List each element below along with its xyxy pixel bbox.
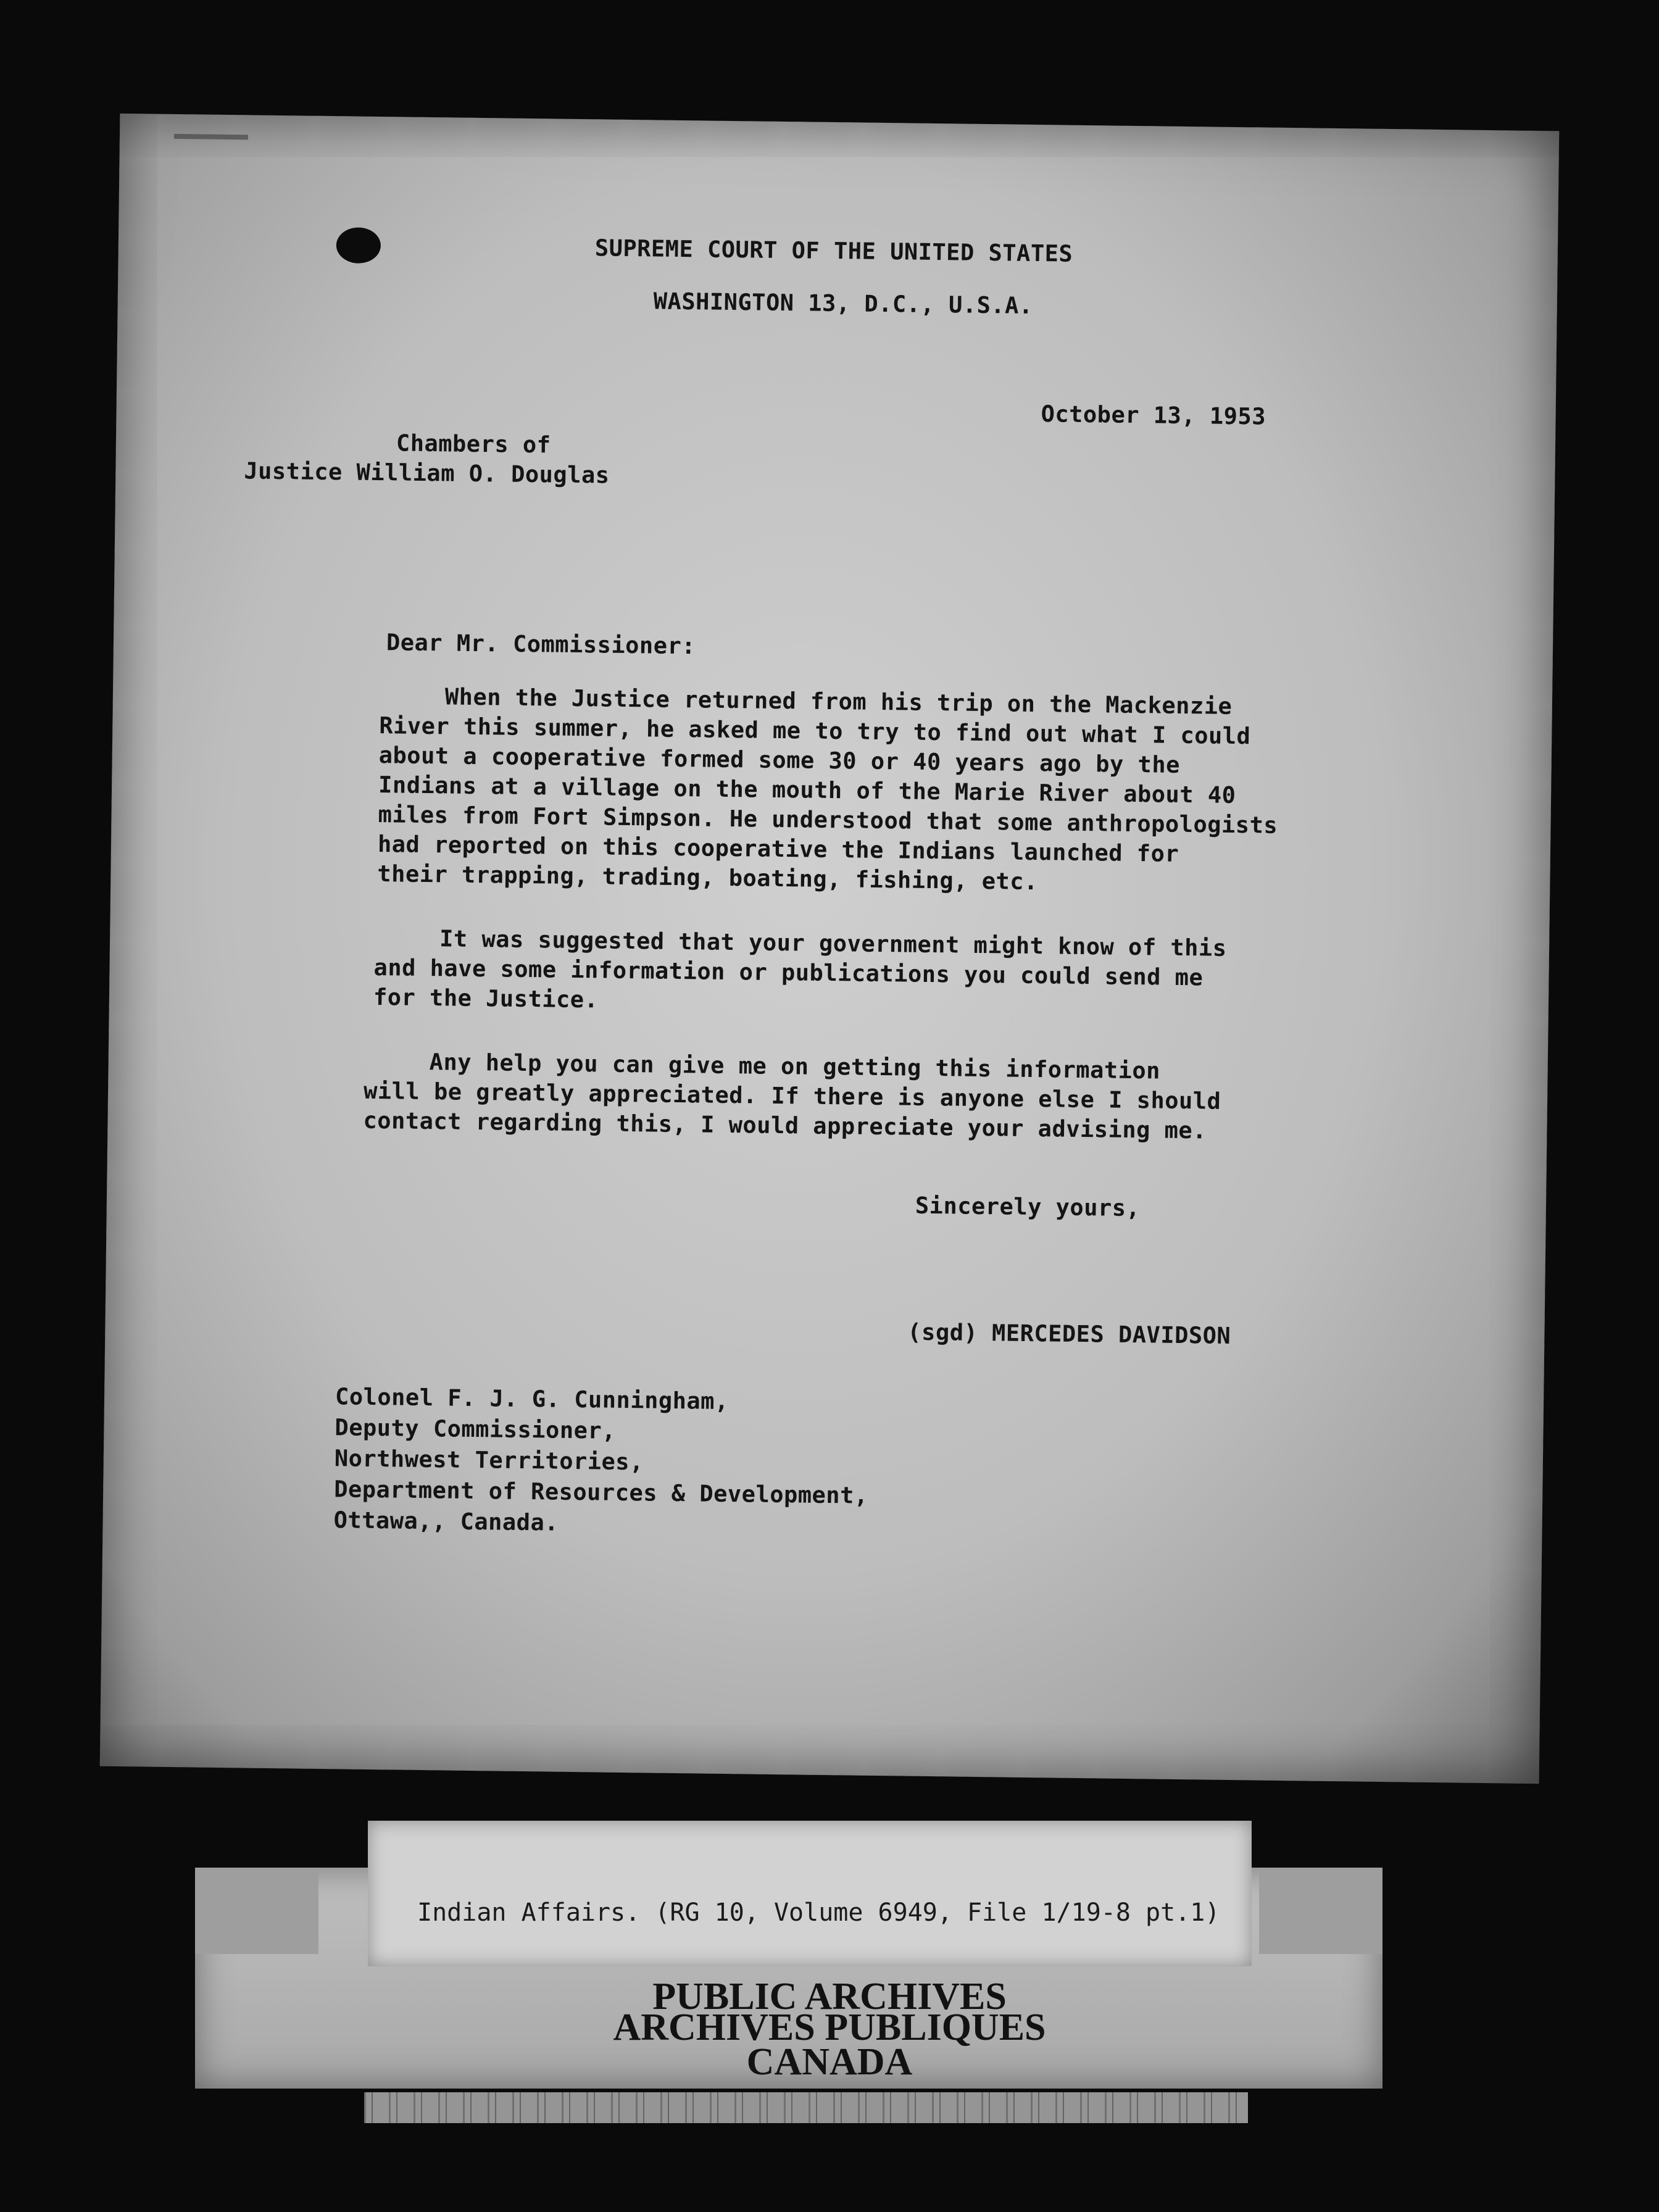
body-line: for the Justice. [373, 983, 599, 1013]
closing: Sincerely yours, [915, 1192, 1141, 1222]
archive-stamp-line-3: CANADA [746, 2041, 913, 2083]
body-line: Any help you can give me on getting this information [429, 1049, 1161, 1084]
sender-justice: Justice William O. Douglas [244, 457, 610, 489]
letter-date: October 13, 1953 [1041, 401, 1266, 430]
body-line: about a cooperative formed some 30 or 40 years ago by the [378, 742, 1181, 778]
archive-stamp-line-2: ARCHIVES PUBLIQUES [613, 2006, 1046, 2048]
body-line: and have some information or publications you could send me [373, 954, 1204, 991]
letter-page [100, 114, 1560, 1784]
signature: (sgd) MERCEDES DAVIDSON [907, 1318, 1231, 1349]
body-line: River this summer, he asked me to try to find out what I could [379, 712, 1251, 750]
salutation: Dear Mr. Commissioner: [386, 629, 696, 660]
archive-stamp-line-1: PUBLIC ARCHIVES [652, 1976, 1007, 2018]
body-line: It was suggested that your government might know of this [439, 925, 1227, 962]
film-edge-strip [364, 2092, 1248, 2123]
archive-reference: Indian Affairs. (RG 10, Volume 6949, File 1/19-8 pt.1) [417, 1898, 1220, 1927]
body-line: Indians at a village on the mouth of the Marie River about 40 [378, 771, 1236, 809]
archive-tab-right [1259, 1868, 1382, 1954]
archive-reference-card [368, 1821, 1252, 1966]
body-line: will be greatly appreciated. If there is anyone else I should [363, 1077, 1221, 1115]
body-line: their trapping, trading, boating, fishing, etc. [377, 860, 1039, 896]
address-line: Northwest Territories, [334, 1445, 644, 1476]
ink-blot [336, 227, 381, 264]
archive-tab-left [195, 1868, 318, 1954]
address-line: Colonel F. J. G. Cunningham, [335, 1383, 730, 1415]
sender-chambers: Chambers of [396, 430, 551, 459]
corner-mark [174, 134, 248, 139]
letterhead-address: WASHINGTON 13, D.C., U.S.A. [653, 288, 1033, 319]
body-line: When the Justice returned from his trip on the Mackenzie [444, 683, 1233, 720]
address-line: Deputy Commissioner, [335, 1414, 617, 1444]
body-line: contact regarding this, I would appreciate your advising me. [363, 1107, 1207, 1144]
address-line: Department of Resources & Development, [333, 1476, 868, 1509]
body-line: had reported on this cooperative the Indians launched for [377, 831, 1179, 867]
body-line: miles from Fort Simpson. He understood that some anthropologists [378, 801, 1278, 839]
address-line: Ottawa,, Canada. [333, 1507, 559, 1536]
letterhead-institution: SUPREME COURT OF THE UNITED STATES [594, 235, 1073, 267]
